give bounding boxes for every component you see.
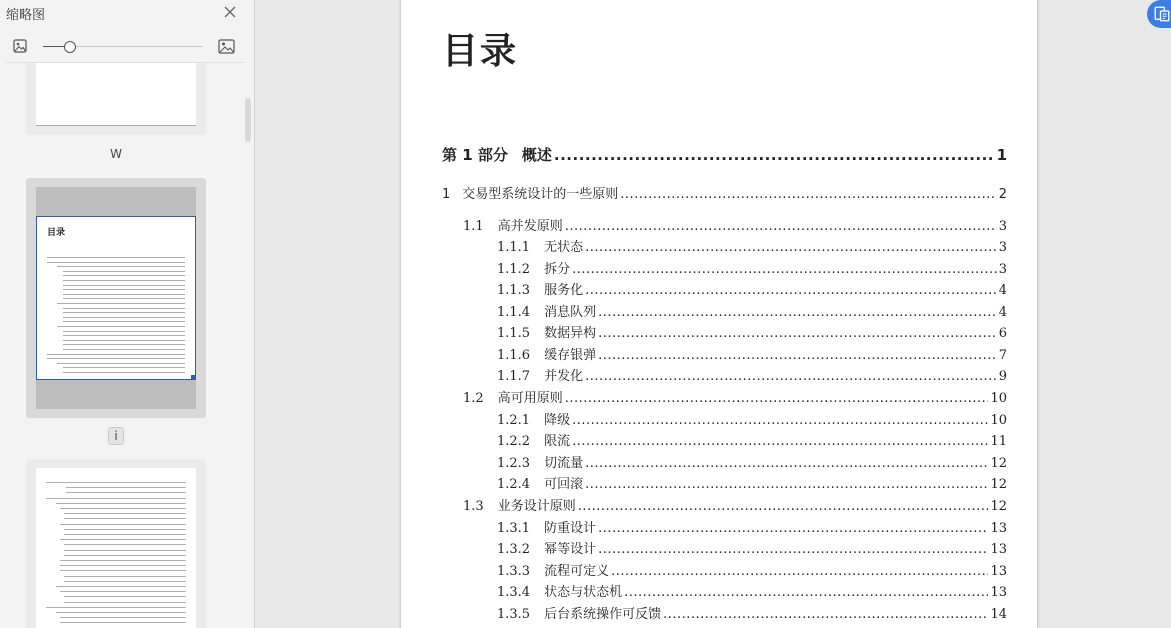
thumbnail-toggle-icon <box>1153 5 1171 23</box>
thumbnail-text-line <box>57 303 185 304</box>
thumbnail-text-line <box>47 354 185 355</box>
thumbnail-text-line <box>57 326 185 327</box>
toc-entry-number: 第 1 部分 <box>442 146 508 164</box>
toc-entry-page: 10 <box>990 413 1007 428</box>
toc-entry-page: 13 <box>990 542 1007 557</box>
toc-dot-leader <box>578 499 989 514</box>
toc-dot-leader <box>572 262 997 277</box>
toc-entry-number: 1.1.6 <box>497 348 531 363</box>
toc-entry[interactable] <box>497 473 1007 492</box>
thumbnail-text-line <box>63 349 185 350</box>
toc-entry-page: 13 <box>990 521 1007 536</box>
toc-dot-leader <box>585 240 997 255</box>
toc-entry-page: 3 <box>998 240 1007 255</box>
toc-entry-page: 14 <box>990 607 1007 622</box>
toc-entry-number: 1.2.3 <box>497 456 531 471</box>
toc-entry-title: 消息队列 <box>544 305 597 320</box>
toc-entry-page: 13 <box>990 564 1007 579</box>
toc-entry-title: 无状态 <box>544 240 584 255</box>
sidebar-title: 缩略图 <box>6 8 46 23</box>
thumbnail-label: W <box>110 147 122 161</box>
thumbnail-text-line <box>47 262 185 263</box>
toc-entry-page: 12 <box>990 477 1007 492</box>
toc-entry-title: 高可用原则 <box>497 391 563 406</box>
toc-entry-number: 1.1 <box>463 219 484 234</box>
toc-entry-number: 1.1.1 <box>497 240 531 255</box>
toc-entry-number: 1.3.5 <box>497 607 531 622</box>
thumbnail-text-line <box>66 492 186 493</box>
toc-entry[interactable] <box>497 430 1007 449</box>
toc-entry-title: 状态与状态机 <box>544 585 623 600</box>
toc-entry-page: 4 <box>998 283 1007 298</box>
toc-entry-number: 1.2 <box>463 391 484 406</box>
toc-entry[interactable] <box>497 560 1007 579</box>
toc-entry-title: 拆分 <box>544 262 571 277</box>
thumbnail-text-line <box>63 289 185 290</box>
thumbnail-page-next[interactable] <box>26 459 206 628</box>
toc-entry[interactable] <box>497 603 1007 622</box>
toc-dot-leader <box>624 585 988 600</box>
toc-entry[interactable] <box>497 236 1007 255</box>
toc-entry-page: 3 <box>998 262 1007 277</box>
thumbnail-text-line <box>63 308 185 309</box>
thumbnail-text-line <box>64 576 186 577</box>
thumbnail-mini-title: 目录 <box>47 228 66 238</box>
toc-entry-title: 流程可定义 <box>544 564 610 579</box>
toc-entry-page: 11 <box>990 434 1007 449</box>
thumbnail-page-image <box>36 468 196 628</box>
toc-entry[interactable] <box>497 452 1007 471</box>
thumbnail-list <box>0 63 254 628</box>
toc-dot-leader <box>598 521 988 536</box>
toc-entry-number: 1.3 <box>463 499 484 514</box>
thumbnail-text-line <box>46 498 186 499</box>
toc-entry-title: 服务化 <box>544 283 584 298</box>
thumbnail-text-line <box>56 612 186 613</box>
toc-dot-leader <box>585 477 988 492</box>
toc-entry-number: 1.1.2 <box>497 262 531 277</box>
sidebar-scrollbar[interactable] <box>245 98 251 142</box>
thumbnail-text-line <box>63 280 185 281</box>
toc-entry-title: 幂等设计 <box>544 542 597 557</box>
close-icon[interactable] <box>221 3 239 21</box>
toc-entry-title: 降级 <box>544 413 571 428</box>
toc-dot-leader <box>598 326 997 341</box>
thumbnail-text-line <box>63 340 185 341</box>
toc-dot-leader <box>554 146 995 164</box>
thumbnail-text-line <box>60 591 186 592</box>
thumbnail-text-line <box>63 294 185 295</box>
thumbnail-text-line <box>64 529 186 530</box>
thumbnail-text-line <box>64 555 186 556</box>
toc-dot-leader <box>598 542 988 557</box>
thumbnail-sidebar <box>0 0 255 628</box>
toc-entry-page: 9 <box>998 369 1007 384</box>
toc-entry-page: 13 <box>990 585 1007 600</box>
toc-entry-page: 7 <box>998 348 1007 363</box>
toc-entry-number: 1.3.1 <box>497 521 531 536</box>
toc-entry[interactable] <box>497 258 1007 277</box>
thumbnail-text-line <box>46 482 186 483</box>
toc-entry[interactable] <box>497 279 1007 298</box>
toc-entry-title: 业务设计原则 <box>497 499 576 514</box>
toc-entry[interactable] <box>497 409 1007 428</box>
image-large-icon[interactable] <box>218 39 235 54</box>
toc-entry-number: 1.3.4 <box>497 585 531 600</box>
thumbnail-text-line <box>63 285 185 286</box>
toc-entry-title: 概述 <box>521 146 552 164</box>
toc-entry-title: 切流量 <box>544 456 584 471</box>
toc-dot-leader <box>585 456 988 471</box>
zoom-slider[interactable] <box>43 40 203 54</box>
toc-entry-number: 1.1.4 <box>497 305 531 320</box>
toc-entry[interactable] <box>442 144 1007 165</box>
page-title: 目录 <box>442 30 519 72</box>
thumbnail-text-line <box>64 534 186 535</box>
thumbnail-label: i <box>26 427 206 445</box>
thumbnail-text-line <box>56 586 186 587</box>
toc-entry[interactable] <box>497 301 1007 320</box>
toc-entry-title: 防重设计 <box>544 521 597 536</box>
thumbnail-mini-toc <box>36 468 196 628</box>
toc-entry-page: 4 <box>998 305 1007 320</box>
toc-dot-leader <box>572 413 988 428</box>
toc-entry[interactable] <box>497 581 1007 600</box>
toc-entry-page: 6 <box>998 326 1007 341</box>
thumbnail-page-w[interactable] <box>26 63 206 135</box>
thumbnail-text-line <box>63 275 185 276</box>
toc-dot-leader <box>598 348 997 363</box>
thumbnail-text-line <box>64 596 186 597</box>
toc-entry-title: 后台系统操作可反馈 <box>544 607 662 622</box>
thumbnail-text-line <box>60 524 186 525</box>
toc-entry-title: 数据异构 <box>544 326 597 341</box>
thumbnail-text-line <box>63 321 185 322</box>
thumbnail-text-line <box>56 503 186 504</box>
thumbnail-text-line <box>64 518 186 519</box>
toc-dot-leader <box>611 564 988 579</box>
toc-entry[interactable] <box>497 365 1007 384</box>
thumbnail-text-line <box>60 622 186 623</box>
toc-entry-page: 12 <box>990 499 1007 514</box>
toc-entry-title: 高并发原则 <box>497 219 563 234</box>
toc-entry-number: 1.1.3 <box>497 283 531 298</box>
thumbnail-page-i[interactable] <box>26 178 206 418</box>
toc-entry[interactable] <box>497 322 1007 341</box>
thumbnail-text-line <box>64 544 186 545</box>
toc-entry-number: 1.1.7 <box>497 369 531 384</box>
thumbnail-text-line <box>63 271 185 272</box>
document-viewer[interactable] <box>255 0 1171 628</box>
thumbnail-text-line <box>47 257 185 258</box>
toc-entry[interactable] <box>463 387 1007 406</box>
toc-entry-number: 1.2.2 <box>497 434 531 449</box>
toc-dot-leader <box>620 187 996 202</box>
toc-entry-title: 缓存银弹 <box>544 348 597 363</box>
toc-entry-number: 1.2.1 <box>497 413 531 428</box>
toc-entry[interactable] <box>497 538 1007 557</box>
toc-dot-leader <box>572 434 988 449</box>
toc-dot-leader <box>598 305 997 320</box>
toc-entry-title: 交易型系统设计的一些原则 <box>462 187 619 202</box>
thumbnail-text-line <box>60 508 186 509</box>
thumbnail-text-line <box>66 487 186 488</box>
thumbnail-text-line <box>63 344 185 345</box>
thumbnail-text-line <box>60 565 186 566</box>
toc-entry[interactable] <box>463 215 1007 234</box>
toc-entry[interactable] <box>463 495 1007 514</box>
thumbnail-text-line <box>60 560 186 561</box>
thumbnail-text-line <box>57 363 185 364</box>
zoom-slider-handle[interactable] <box>64 41 76 53</box>
document-page <box>401 0 1037 628</box>
thumbnail-text-line <box>64 581 186 582</box>
toc-entry[interactable] <box>497 344 1007 363</box>
thumbnail-text-line <box>60 617 186 618</box>
thumbnail-text-line <box>63 331 185 332</box>
toc-entry-page: 12 <box>990 456 1007 471</box>
thumbnail-text-line <box>46 607 186 608</box>
toc-entry-number: 1.2.4 <box>497 477 531 492</box>
thumbnail-text-line <box>63 298 185 299</box>
thumbnail-text-line <box>47 358 185 359</box>
toc-entry[interactable] <box>442 183 1007 202</box>
thumbnail-text-line <box>64 550 186 551</box>
toc-entry-number: 1.3.3 <box>497 564 531 579</box>
toc-entry-title: 限流 <box>544 434 571 449</box>
thumbnail-toggle-button[interactable] <box>1147 0 1171 28</box>
toc-entry[interactable] <box>497 517 1007 536</box>
toc-entry-number: 1.3.2 <box>497 542 531 557</box>
thumbnail-text-line <box>64 513 186 514</box>
toc-entry-page: 2 <box>998 187 1007 202</box>
toc-entry-page: 10 <box>990 391 1007 406</box>
thumbnail-text-line <box>63 372 185 373</box>
toc-dot-leader <box>565 391 989 406</box>
thumbnail-mini-toc <box>37 217 195 379</box>
toc-entry-title: 并发化 <box>544 369 584 384</box>
toc-dot-leader <box>565 219 997 234</box>
thumbnail-text-line <box>63 312 185 313</box>
thumbnail-text-line <box>63 317 185 318</box>
image-small-icon[interactable] <box>13 39 27 53</box>
toc-entry-number: 1 <box>442 187 451 202</box>
toc-dot-leader <box>585 369 997 384</box>
thumbnail-text-line <box>57 266 185 267</box>
toc-entry-page: 3 <box>998 219 1007 234</box>
thumbnail-page-image <box>36 63 196 126</box>
thumbnail-text-line <box>60 539 186 540</box>
toc-dot-leader <box>585 283 997 298</box>
toc-dot-leader <box>663 607 988 622</box>
toc-entry-number: 1.1.5 <box>497 326 531 341</box>
thumbnail-text-line <box>63 335 185 336</box>
thumbnail-text-line <box>60 570 186 571</box>
thumbnail-text-line <box>63 367 185 368</box>
thumbnail-page-image <box>36 216 196 380</box>
toc-entry-page: 1 <box>996 146 1007 164</box>
thumbnail-text-line <box>64 602 186 603</box>
toc-entry-title: 可回滚 <box>544 477 584 492</box>
